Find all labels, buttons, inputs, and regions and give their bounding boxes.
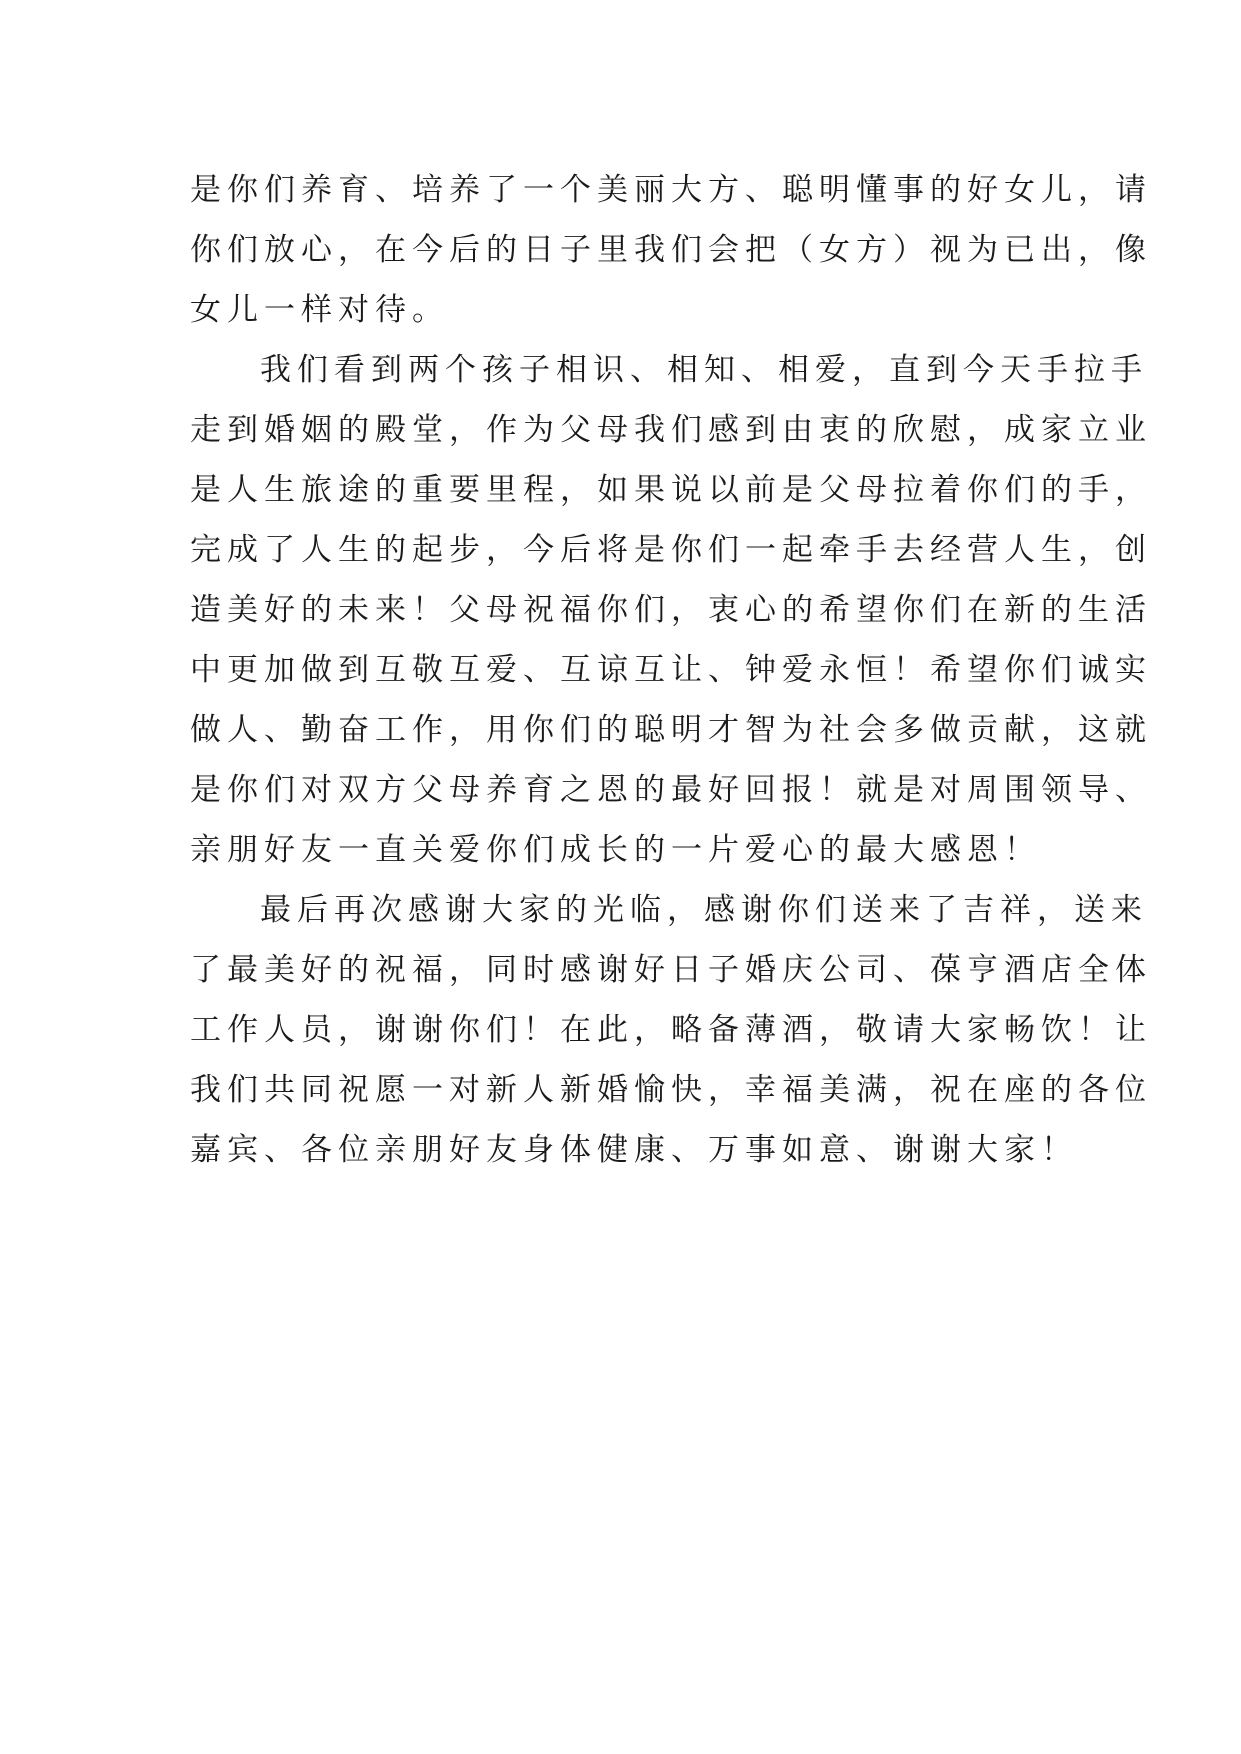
text-line: 你们放心，在今后的日子里我们会把（女方）视为已出，像: [190, 232, 1152, 268]
text-line: 做人、勤奋工作，用你们的聪明才智为社会多做贡献，这就: [190, 712, 1152, 748]
paragraph-1: [190, 160, 1152, 340]
text-line: 了最美好的祝福，同时感谢好日子婚庆公司、葆亨酒店全体: [190, 952, 1152, 988]
text-line: 嘉宾、各位亲朋好友身体健康、万事如意、谢谢大家！: [190, 1132, 1078, 1168]
text-line: 工作人员，谢谢你们！在此，略备薄酒，敬请大家畅饮！让: [190, 1012, 1152, 1048]
text-line: 中更加做到互敬互爱、互谅互让、钟爱永恒！希望你们诚实: [190, 652, 1152, 688]
text-line: 完成了人生的起步，今后将是你们一起牵手去经营人生，创: [190, 532, 1152, 568]
text-line: 最后再次感谢大家的光临，感谢你们送来了吉祥，送来: [260, 892, 1148, 928]
text-line: 亲朋好友一直关爱你们成长的一片爱心的最大感恩！: [190, 832, 1041, 868]
text-line: 我们看到两个孩子相识、相知、相爱，直到今天手拉手: [260, 352, 1148, 388]
text-line: 是你们对双方父母养育之恩的最好回报！就是对周围领导、: [190, 772, 1152, 808]
text-line: 是你们养育、培养了一个美丽大方、聪明懂事的好女儿，请: [190, 172, 1152, 208]
text-line: 女儿一样对待。: [190, 292, 449, 328]
text-line: 是人生旅途的重要里程，如果说以前是父母拉着你们的手，: [190, 472, 1152, 508]
text-line: 造美好的未来！父母祝福你们，衷心的希望你们在新的生活: [190, 592, 1152, 628]
paragraph-3: [190, 880, 1152, 1180]
document-body: [190, 160, 1152, 1180]
text-line: 走到婚姻的殿堂，作为父母我们感到由衷的欣慰，成家立业: [190, 412, 1152, 448]
paragraph-2: [190, 340, 1152, 880]
text-line: 我们共同祝愿一对新人新婚愉快，幸福美满，祝在座的各位: [190, 1072, 1152, 1108]
